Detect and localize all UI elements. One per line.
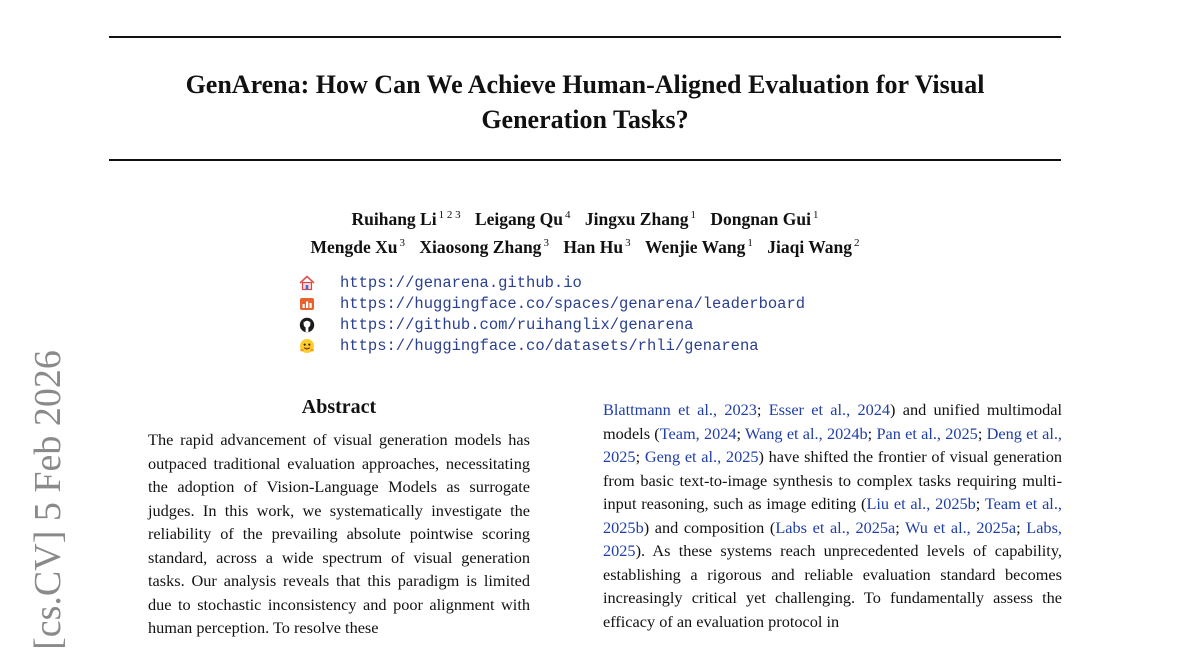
author	[475, 209, 571, 229]
body-text: ;	[975, 494, 985, 513]
author-name: Ruihang Li	[351, 208, 437, 229]
author	[310, 237, 405, 257]
author	[351, 209, 460, 229]
author-affiliation: 3	[399, 236, 405, 249]
author-name: Dongnan Gui	[710, 208, 811, 229]
citation-link[interactable]: Team, 2024	[659, 423, 737, 443]
author	[585, 209, 696, 229]
author-row-1	[109, 203, 1061, 231]
author-name: Xiaosong Zhang	[419, 236, 542, 257]
intro-paragraph	[603, 398, 1062, 633]
body-text: ;	[1016, 517, 1027, 537]
body-text: ;	[977, 423, 987, 443]
leaderboard-icon	[298, 295, 316, 313]
body-text: ) and composition (	[643, 517, 776, 537]
arxiv-stamp: [cs.CV] 5 Feb 2026	[27, 350, 69, 650]
author-name: Mengde Xu	[310, 236, 398, 257]
paper-title	[109, 67, 1061, 137]
link-row-github	[298, 314, 805, 335]
homepage-link[interactable]: https://genarena.github.io	[340, 273, 582, 292]
author-affiliation: 1	[690, 209, 696, 221]
author-affiliation: 1	[813, 209, 819, 221]
author-affiliation: 4	[564, 209, 571, 221]
author	[710, 209, 818, 229]
citation-link[interactable]: Labs, 2025	[603, 517, 1062, 560]
body-text: ;	[895, 517, 906, 537]
citation-link[interactable]: Liu et al., 2025b	[866, 494, 976, 513]
author	[563, 237, 630, 257]
author	[645, 237, 753, 257]
abstract-heading: Abstract	[301, 396, 377, 418]
citation-link[interactable]: Pan et al., 2025	[876, 423, 978, 443]
title-line-2: Generation Tasks?	[481, 105, 689, 134]
author-name: Leigang Qu	[474, 208, 563, 229]
title-rule-bottom	[109, 159, 1061, 161]
body-text: ;	[867, 423, 877, 443]
citation-link[interactable]: Team et al., 2025b	[603, 494, 1062, 537]
home-icon	[298, 274, 316, 292]
link-row-homepage	[298, 272, 805, 293]
author-name: Han Hu	[563, 236, 624, 257]
author-name: Jiaqi Wang	[767, 236, 853, 257]
project-links	[298, 272, 805, 356]
citation-link[interactable]: Wang et al., 2024b	[745, 423, 868, 443]
body-text: ). As these systems reach unprecedented levels of capability, establishing a rigorous and reliable evaluation standard becomes increasingly critical yet challenging. To fundamentally assess the efficacy of an evaluation protocol in	[603, 541, 1062, 631]
author-affiliation: 1 2 3	[438, 209, 461, 221]
author-affiliation: 3	[543, 236, 549, 249]
title-line-1: GenArena: How Can We Achieve Human-Aligned Evaluation for Visual	[185, 70, 985, 99]
citation-link[interactable]: Deng et al., 2025	[603, 423, 1062, 466]
citation-link[interactable]: Esser et al., 2024	[768, 400, 891, 419]
body-text: ) and unified multimodal models (	[603, 400, 1062, 443]
citation-link[interactable]: Geng et al., 2025	[644, 447, 759, 466]
link-row-leaderboard	[298, 293, 805, 314]
citation-link[interactable]: Wu et al., 2025a	[905, 517, 1017, 537]
author	[419, 237, 549, 257]
author-affiliation: 2	[854, 236, 860, 249]
huggingface-icon	[298, 337, 316, 355]
dataset-link[interactable]: https://huggingface.co/datasets/rhli/genarena	[340, 336, 759, 355]
author-affiliation: 3	[625, 236, 631, 249]
leaderboard-link[interactable]: https://huggingface.co/spaces/genarena/leaderboard	[340, 294, 806, 313]
body-text: ;	[635, 447, 645, 466]
author	[767, 237, 859, 257]
author-name: Wenjie Wang	[645, 236, 746, 257]
body-text: ) have shifted the frontier of visual generation from basic text-to-image synthesis to complex tasks requiring multi-input reasoning, such as image editing (	[603, 447, 1062, 513]
abstract-body: The rapid advancement of visual generation models has outpaced traditional evaluation approaches, necessitating the adoption of Vision-Language Models as surrogate judges. In this work, we systematically investigate the reliability of the prevailing absolute pointwise scoring standard, across a wide spectrum of visual generation tasks. Our analysis reveals that this paradigm is limited due to stochastic inconsistency and poor alignment with human perception. To resolve these	[148, 430, 530, 637]
author-name: Jingxu Zhang	[584, 208, 689, 229]
link-row-dataset	[298, 335, 805, 356]
citation-link[interactable]: Blattmann et al., 2023	[603, 400, 757, 419]
title-rule-top	[109, 36, 1061, 38]
github-icon	[298, 316, 316, 334]
body-text: ;	[756, 400, 769, 419]
author-list	[109, 203, 1061, 259]
body-text: ;	[736, 423, 745, 443]
citation-link[interactable]: Labs et al., 2025a	[775, 517, 896, 537]
author-affiliation: 1	[747, 236, 753, 249]
github-link[interactable]: https://github.com/ruihanglix/genarena	[340, 315, 694, 334]
author-row-2	[109, 231, 1061, 259]
